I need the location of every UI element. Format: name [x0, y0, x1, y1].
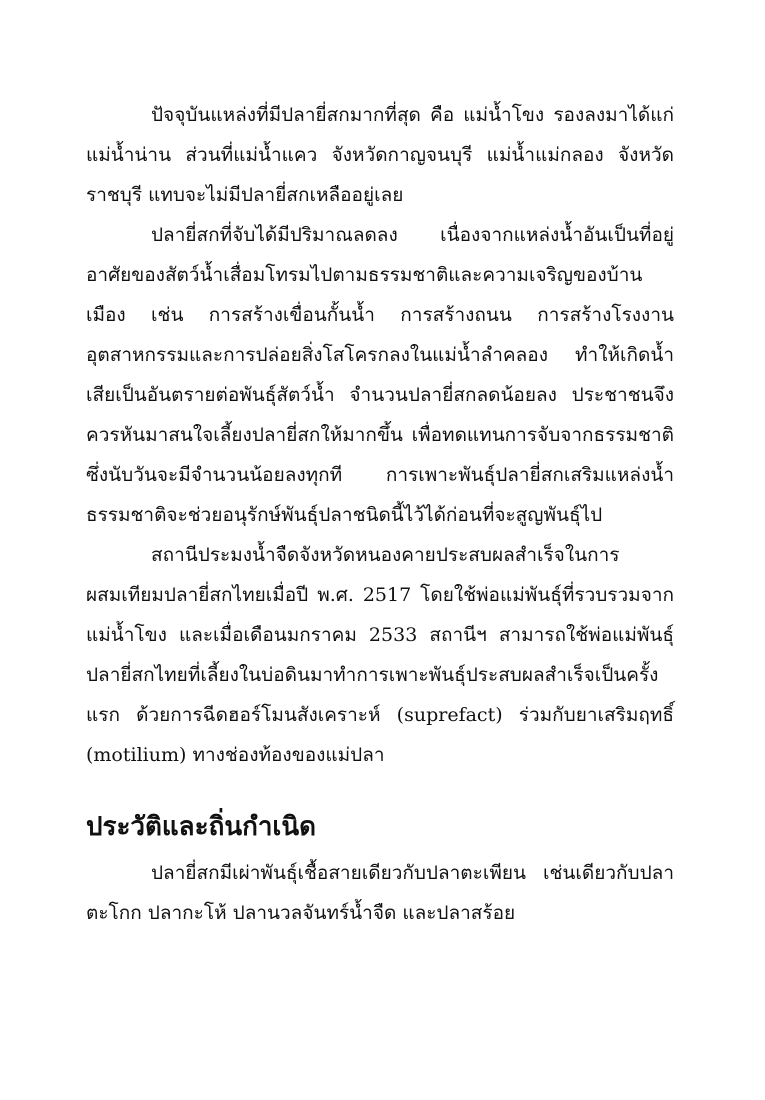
paragraph-origin: ปลายี่สกมีเผ่าพันธุ์เชื้อสายเดียวกับปลาตะเพียน เช่นเดียวกับปลาตะโกก ปลากะโห้ ปลานวลจันทร์น้ำจืด และปลาสร้อย — [86, 862, 674, 924]
paragraph-habitat: ปัจจุบันแหล่งที่มีปลายี่สกมากที่สุด คือ แม่น้ำโขง รองลงมาได้แก่ แม่น้ำน่าน ส่วนที่แม่น้ำแคว จังหวัดกาญจนบุรี แม่น้ำแม่กลอง จังหวัดราชบุรี แทบจะไม่มีปลายี่สกเหลืออยู่เลย — [86, 104, 674, 206]
paragraph-decline: ปลายี่สกที่จับได้มีปริมาณลดลง เนื่องจากแหล่งน้ำอันเป็นที่อยู่อาศัยของสัตว์น้ำเสื่อมโทรมไปตามธรรมชาติและความเจริญของบ้านเมือง เช่น การสร้างเขื่อนกั้นน้ำ การสร้างถนน การสร้างโรงงานอุตสาหกรรมและการปล่อยสิ่งโสโครกลงในแม่น้ำลำคลอง ทำให้เกิดน้ำเสียเป็นอันตรายต่อพันธุ์สัตว์น้ำ จำนวนปลายี่สกลดน้อยลง ประชาชนจึงควรหันมาสนใจเลี้ยงปลายี่สกให้มากขึ้น เพื่อทดแทนการจับจากธรรมชาติซึ่งนับวันจะมีจำนวนน้อยลงทุกที การเพาะพันธุ์ปลายี่สกเสริมแหล่งน้ำธรรมชาติจะช่วยอนุรักษ์พันธุ์ปลาชนิดนี้ไว้ได้ก่อนที่จะสูญพันธุ์ไป — [86, 224, 674, 526]
document-page — [86, 95, 674, 933]
paragraph-breeding: สถานีประมงน้ำจืดจังหวัดหนองคายประสบผลสำเร็จในการผสมเทียมปลายี่สกไทยเมื่อปี พ.ศ. 2517 โดยใช้พ่อแม่พันธุ์ที่รวบรวมจากแม่น้ำโขง และเมื่อเดือนมกราคม 2533 สถานีฯ สามารถใช้พ่อแม่พันธุ์ปลายี่สกไทยที่เลี้ยงในบ่อดินมาทำการเพาะพันธุ์ประสบผลสำเร็จเป็นครั้งแรก ด้วยการฉีดฮอร์โมนสังเคราะห์ (suprefact) ร่วมกับยาเสริมฤทธิ์ (motilium) ทางช่องท้องของแม่ปลา — [86, 544, 674, 766]
section-heading: ประวัติและถิ่นกำเนิด — [86, 812, 316, 842]
